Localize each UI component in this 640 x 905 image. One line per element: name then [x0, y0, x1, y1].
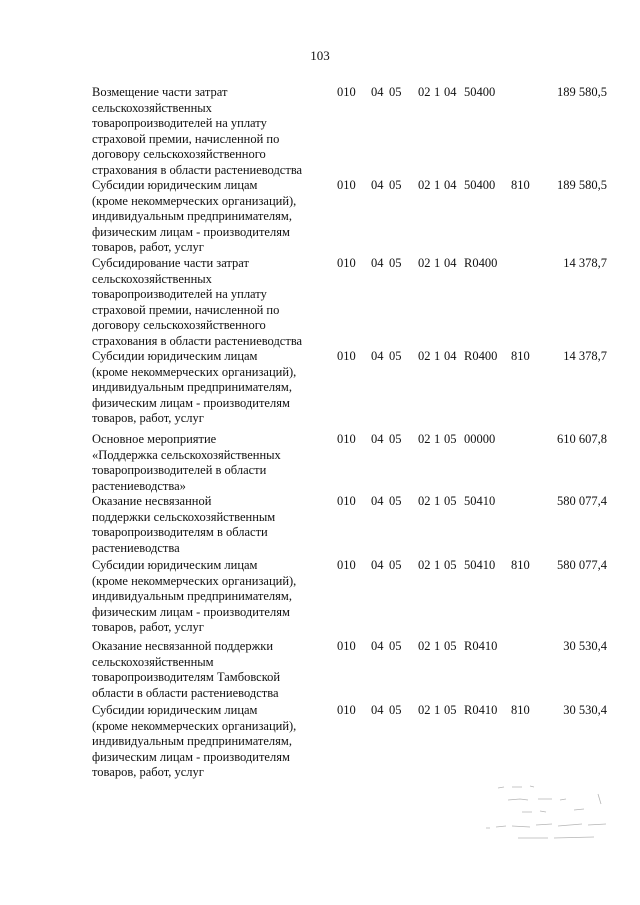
target-article-subprogram: 1	[434, 85, 441, 99]
target-article-direction: R0400	[464, 349, 498, 363]
row-description: Субсидии юридическим лицам (кроме некоммерческих организаций), индивидуальным предпринимателям, физическим лицам - производителям товаров, работ, услуг	[92, 703, 297, 779]
section-code: 04	[371, 558, 384, 572]
amount: 14 378,7	[563, 256, 607, 270]
table-row	[0, 703, 640, 783]
table-row	[0, 432, 640, 494]
target-article-direction: R0410	[464, 639, 498, 653]
section-code: 04	[371, 85, 384, 99]
row-description: Основное мероприятие «Поддержка сельскохозяйственных товаропроизводителей в области растениеводства»	[92, 432, 281, 493]
target-article-program: 02	[418, 494, 431, 508]
grbs-code: 010	[337, 256, 356, 270]
target-article-program: 02	[418, 256, 431, 270]
amount: 580 077,4	[557, 558, 607, 572]
amount: 189 580,5	[557, 85, 607, 99]
target-article-event: 05	[444, 558, 457, 572]
row-description: Субсидии юридическим лицам (кроме некоммерческих организаций), индивидуальным предпринимателям, физическим лицам - производителям товаров, работ, услуг	[92, 178, 297, 254]
amount: 14 378,7	[563, 349, 607, 363]
subsection-code: 05	[389, 703, 402, 717]
target-article-event: 05	[444, 703, 457, 717]
table-row	[0, 494, 640, 558]
expense-type-code: 810	[511, 178, 530, 192]
target-article-event: 04	[444, 178, 457, 192]
grbs-code: 010	[337, 558, 356, 572]
section-code: 04	[371, 432, 384, 446]
target-article-subprogram: 1	[434, 558, 441, 572]
target-article-event: 04	[444, 256, 457, 270]
table-row	[0, 178, 640, 256]
expense-type-code: 810	[511, 349, 530, 363]
table-row	[0, 256, 640, 349]
budget-table	[0, 85, 640, 783]
amount: 189 580,5	[557, 178, 607, 192]
target-article-subprogram: 1	[434, 703, 441, 717]
subsection-code: 05	[389, 432, 402, 446]
table-row	[0, 558, 640, 639]
subsection-code: 05	[389, 256, 402, 270]
subsection-code: 05	[389, 558, 402, 572]
target-article-direction: 50400	[464, 85, 496, 99]
section-code: 04	[371, 639, 384, 653]
target-article-direction: 50400	[464, 178, 496, 192]
target-article-subprogram: 1	[434, 639, 441, 653]
subsection-code: 05	[389, 178, 402, 192]
subsection-code: 05	[389, 85, 402, 99]
grbs-code: 010	[337, 703, 356, 717]
section-code: 04	[371, 349, 384, 363]
amount: 30 530,4	[563, 703, 607, 717]
target-article-event: 04	[444, 349, 457, 363]
expense-type-code: 810	[511, 558, 530, 572]
target-article-subprogram: 1	[434, 256, 441, 270]
grbs-code: 010	[337, 85, 356, 99]
row-description: Субсидирование части затрат сельскохозяйственных товаропроизводителей на уплату страховой премии, начисленной по договору сельскохозяйственного страхования в области растениеводства	[92, 256, 303, 348]
row-description: Возмещение части затрат сельскохозяйственных товаропроизводителей на уплату страховой премии, начисленной по договору сельскохозяйственного страхования в области растениеводства	[92, 85, 303, 177]
section-code: 04	[371, 494, 384, 508]
target-article-direction: 50410	[464, 558, 496, 572]
expense-type-code: 810	[511, 703, 530, 717]
grbs-code: 010	[337, 494, 356, 508]
grbs-code: 010	[337, 178, 356, 192]
section-code: 04	[371, 178, 384, 192]
amount: 30 530,4	[563, 639, 607, 653]
target-article-subprogram: 1	[434, 494, 441, 508]
target-article-subprogram: 1	[434, 349, 441, 363]
page-number: 103	[310, 48, 330, 63]
target-article-direction: R0410	[464, 703, 498, 717]
amount: 610 607,8	[557, 432, 607, 446]
target-article-direction: 00000	[464, 432, 496, 446]
table-row	[0, 85, 640, 178]
target-article-program: 02	[418, 639, 431, 653]
row-description: Субсидии юридическим лицам (кроме некоммерческих организаций), индивидуальным предпринимателям, физическим лицам - производителям товаров, работ, услуг	[92, 349, 297, 425]
target-article-program: 02	[418, 703, 431, 717]
table-row	[0, 639, 640, 703]
target-article-subprogram: 1	[434, 432, 441, 446]
target-article-program: 02	[418, 349, 431, 363]
target-article-program: 02	[418, 558, 431, 572]
target-article-program: 02	[418, 178, 431, 192]
row-description: Оказание несвязанной поддержки сельскохозяйственным товаропроизводителям в области растениеводства	[92, 494, 276, 555]
subsection-code: 05	[389, 349, 402, 363]
amount: 580 077,4	[557, 494, 607, 508]
target-article-event: 04	[444, 85, 457, 99]
target-article-event: 05	[444, 639, 457, 653]
row-description: Субсидии юридическим лицам (кроме некоммерческих организаций), индивидуальным предпринимателям, физическим лицам - производителям товаров, работ, услуг	[92, 558, 297, 634]
row-description: Оказание несвязанной поддержки сельскохозяйственным товаропроизводителям Тамбовской области в области растениеводства	[92, 639, 281, 700]
target-article-program: 02	[418, 432, 431, 446]
table-row	[0, 349, 640, 432]
target-article-event: 05	[444, 432, 457, 446]
grbs-code: 010	[337, 639, 356, 653]
target-article-direction: R0400	[464, 256, 498, 270]
grbs-code: 010	[337, 432, 356, 446]
target-article-event: 05	[444, 494, 457, 508]
target-article-subprogram: 1	[434, 178, 441, 192]
subsection-code: 05	[389, 494, 402, 508]
target-article-program: 02	[418, 85, 431, 99]
section-code: 04	[371, 256, 384, 270]
target-article-direction: 50410	[464, 494, 496, 508]
section-code: 04	[371, 703, 384, 717]
scan-stamp-marks	[478, 780, 618, 844]
grbs-code: 010	[337, 349, 356, 363]
subsection-code: 05	[389, 639, 402, 653]
